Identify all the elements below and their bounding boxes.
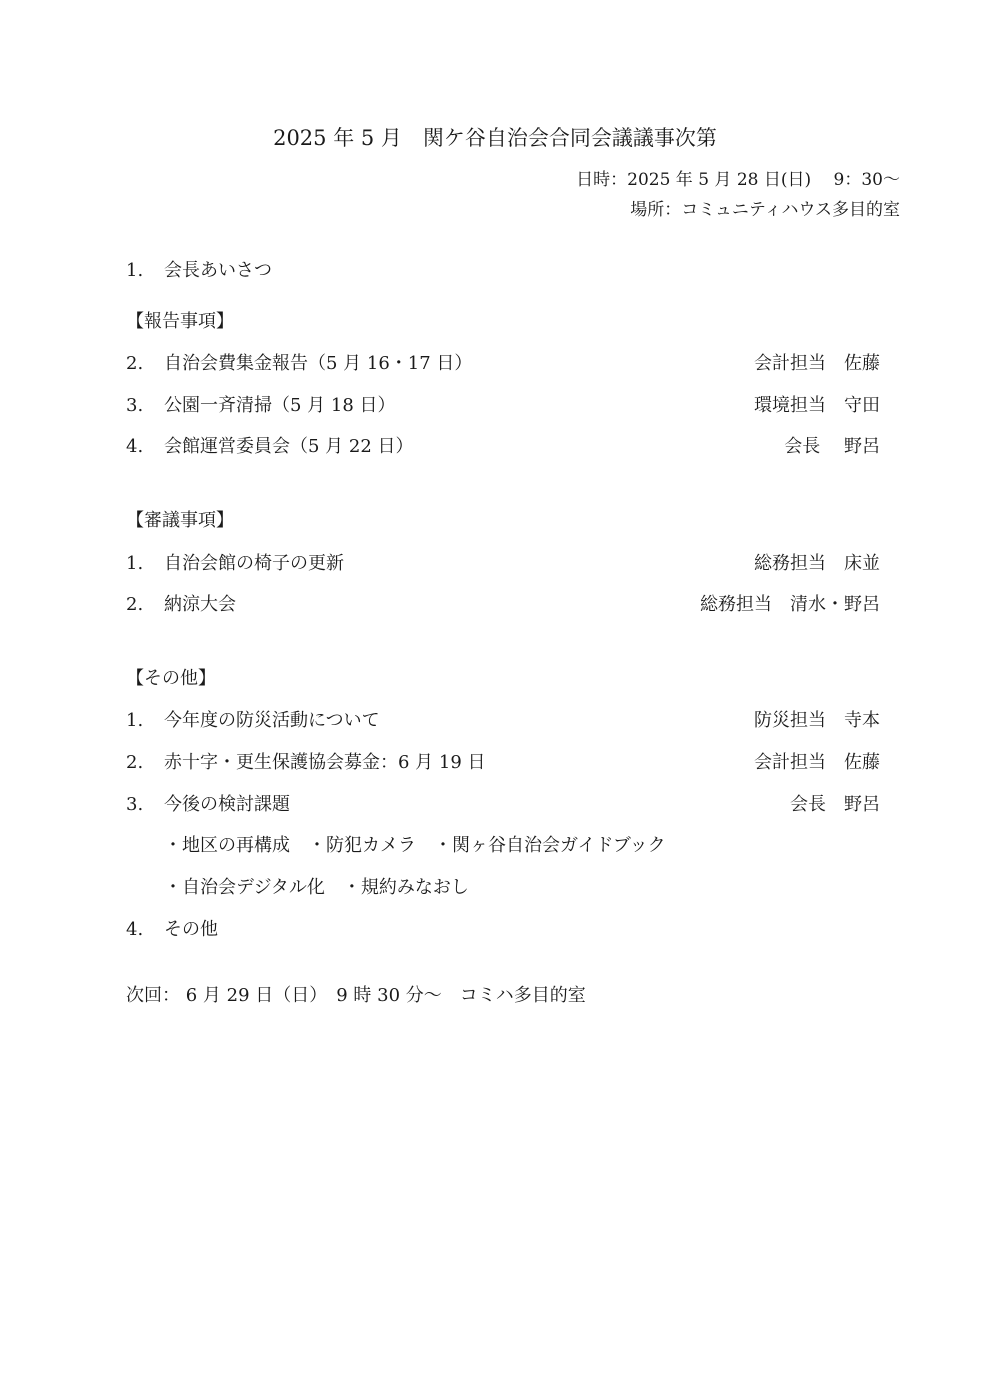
item-responsible: 総務担当 床並 [754, 553, 880, 574]
item-number: 3. [126, 395, 144, 416]
item-number: 3. [126, 794, 144, 815]
item-responsible: 会計担当 佐藤 [754, 353, 880, 374]
item-label: 公園一斉清掃（5 月 18 日） [164, 395, 396, 416]
item-number: 4. [126, 436, 144, 457]
item-number: 4. [126, 919, 144, 940]
item-label: その他 [164, 919, 218, 940]
item-number: 2. [126, 752, 144, 773]
document-title: 2025 年 5 月 関ケ谷自治会合同会議議事次第 [273, 126, 717, 150]
item-label: 今年度の防災活動について [164, 710, 380, 731]
item-responsible: 会長 野呂 [784, 436, 880, 457]
next-meeting: 次回： 6 月 29 日（日） 9 時 30 分〜 コミハ多目的室 [126, 985, 586, 1006]
item-responsible: 総務担当 清水・野呂 [700, 594, 880, 615]
item-number: 1. [126, 710, 144, 731]
item-responsible: 会計担当 佐藤 [754, 752, 880, 773]
section-heading-other: 【その他】 [126, 668, 216, 689]
item-number: 1. [126, 260, 144, 281]
meeting-place: 場所：コミュニティハウス多目的室 [630, 200, 900, 220]
item-label: 自治会費集金報告（5 月 16・17 日） [164, 353, 473, 374]
item-number: 2. [126, 594, 144, 615]
item-label: 納涼大会 [164, 594, 236, 615]
subtopic-line: ・地区の再構成 ・防犯カメラ ・関ヶ谷自治会ガイドブック [164, 835, 666, 856]
item-label: 赤十字・更生保護協会募金：6 月 19 日 [164, 752, 486, 773]
item-label: 会館運営委員会（5 月 22 日） [164, 436, 414, 457]
item-label: 会長あいさつ [164, 260, 272, 281]
item-label: 自治会館の椅子の更新 [164, 553, 344, 574]
meeting-datetime: 日時：2025 年 5 月 28 日(日) 9：30〜 [576, 170, 900, 190]
item-responsible: 環境担当 守田 [754, 395, 880, 416]
item-number: 2. [126, 353, 144, 374]
item-responsible: 防災担当 寺本 [754, 710, 880, 731]
item-responsible: 会長 野呂 [790, 794, 880, 815]
section-heading-deliberations: 【審議事項】 [126, 510, 234, 531]
item-label: 今後の検討課題 [164, 794, 290, 815]
section-heading-reports: 【報告事項】 [126, 311, 234, 332]
item-number: 1. [126, 553, 144, 574]
subtopic-line: ・自治会デジタル化 ・規約みなおし [164, 877, 469, 898]
